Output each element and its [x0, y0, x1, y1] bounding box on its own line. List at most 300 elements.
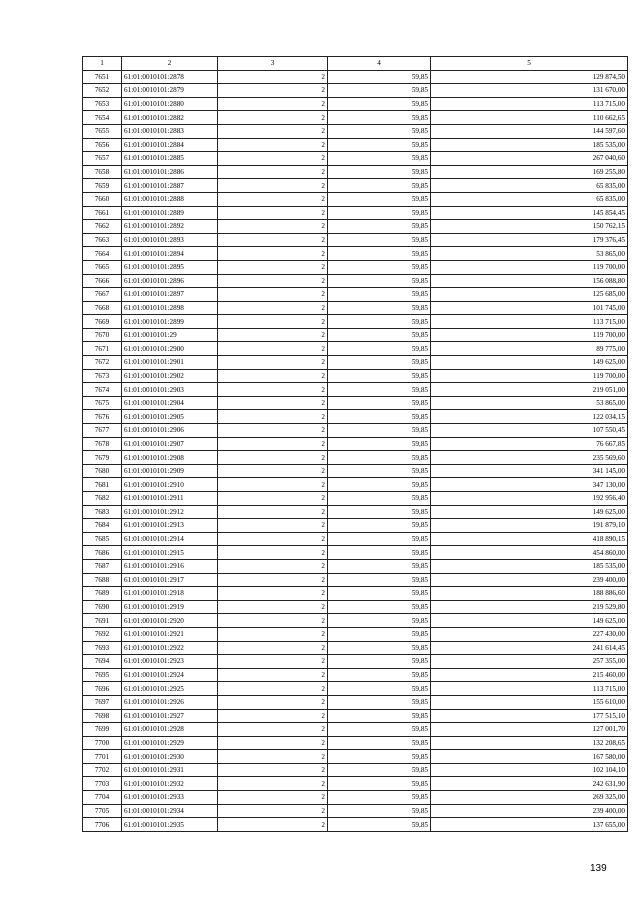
count-cell: 2: [218, 478, 328, 492]
row-number-cell: 7700: [83, 736, 122, 750]
count-cell: 2: [218, 519, 328, 533]
rate-cell: 59,85: [328, 165, 431, 179]
row-number-cell: 7692: [83, 627, 122, 641]
cadastral-number-cell: 61:01:0010101:2917: [122, 573, 218, 587]
cadastral-number-cell: 61:01:0010101:2883: [122, 124, 218, 138]
rate-cell: 59,85: [328, 356, 431, 370]
rate-cell: 59,85: [328, 396, 431, 410]
rate-cell: 59,85: [328, 274, 431, 288]
value-cell: 119 700,00: [431, 260, 628, 274]
row-number-cell: 7664: [83, 247, 122, 261]
count-cell: 2: [218, 328, 328, 342]
header-cell-1: 1: [83, 57, 122, 71]
value-cell: 185 535,00: [431, 559, 628, 573]
table-row: [83, 424, 628, 438]
rate-cell: 59,85: [328, 301, 431, 315]
row-number-cell: 7698: [83, 709, 122, 723]
count-cell: 2: [218, 600, 328, 614]
row-number-cell: 7704: [83, 791, 122, 805]
value-cell: 76 667,85: [431, 437, 628, 451]
cadastral-number-cell: 61:01:0010101:2915: [122, 546, 218, 560]
row-number-cell: 7689: [83, 587, 122, 601]
value-cell: 347 130,00: [431, 478, 628, 492]
count-cell: 2: [218, 559, 328, 573]
cadastral-number-cell: 61:01:0010101:2886: [122, 165, 218, 179]
rate-cell: 59,85: [328, 328, 431, 342]
count-cell: 2: [218, 396, 328, 410]
cadastral-number-cell: 61:01:0010101:2912: [122, 505, 218, 519]
cadastral-number-cell: 61:01:0010101:2918: [122, 587, 218, 601]
rate-cell: 59,85: [328, 478, 431, 492]
cadastral-number-cell: 61:01:0010101:2910: [122, 478, 218, 492]
table-row: [83, 573, 628, 587]
value-cell: 215 460,00: [431, 668, 628, 682]
value-cell: 219 529,80: [431, 600, 628, 614]
rate-cell: 59,85: [328, 736, 431, 750]
cadastral-number-cell: 61:01:0010101:2924: [122, 668, 218, 682]
cadastral-number-cell: 61:01:0010101:2889: [122, 206, 218, 220]
value-cell: 219 051,00: [431, 383, 628, 397]
table-row: [83, 138, 628, 152]
rate-cell: 59,85: [328, 750, 431, 764]
header-cell-3: 3: [218, 57, 328, 71]
value-cell: 341 145,00: [431, 464, 628, 478]
row-number-cell: 7682: [83, 492, 122, 506]
count-cell: 2: [218, 587, 328, 601]
cadastral-number-cell: 61:01:0010101:2914: [122, 532, 218, 546]
value-cell: 239 400,00: [431, 804, 628, 818]
table-row: [83, 723, 628, 737]
row-number-cell: 7665: [83, 260, 122, 274]
table-row: [83, 668, 628, 682]
count-cell: 2: [218, 655, 328, 669]
cadastral-number-cell: 61:01:0010101:2901: [122, 356, 218, 370]
table-row: [83, 682, 628, 696]
table-row: [83, 70, 628, 84]
cadastral-number-cell: 61:01:0010101:2887: [122, 179, 218, 193]
rate-cell: 59,85: [328, 111, 431, 125]
cadastral-number-cell: 61:01:0010101:2929: [122, 736, 218, 750]
cadastral-number-cell: 61:01:0010101:2933: [122, 791, 218, 805]
value-cell: 167 580,00: [431, 750, 628, 764]
cadastral-number-cell: 61:01:0010101:2905: [122, 410, 218, 424]
row-number-cell: 7675: [83, 396, 122, 410]
cadastral-number-cell: 61:01:0010101:2921: [122, 627, 218, 641]
row-number-cell: 7663: [83, 233, 122, 247]
table-row: [83, 437, 628, 451]
value-cell: 53 865,00: [431, 247, 628, 261]
value-cell: 107 550,45: [431, 424, 628, 438]
rate-cell: 59,85: [328, 233, 431, 247]
count-cell: 2: [218, 451, 328, 465]
table-row: [83, 709, 628, 723]
row-number-cell: 7672: [83, 356, 122, 370]
row-number-cell: 7687: [83, 559, 122, 573]
value-cell: 149 625,00: [431, 356, 628, 370]
value-cell: 235 569,60: [431, 451, 628, 465]
rate-cell: 59,85: [328, 124, 431, 138]
count-cell: 2: [218, 274, 328, 288]
table-row: [83, 179, 628, 193]
value-cell: 156 088,80: [431, 274, 628, 288]
value-cell: 241 614,45: [431, 641, 628, 655]
row-number-cell: 7696: [83, 682, 122, 696]
row-number-cell: 7676: [83, 410, 122, 424]
cadastral-number-cell: 61:01:0010101:2893: [122, 233, 218, 247]
row-number-cell: 7694: [83, 655, 122, 669]
count-cell: 2: [218, 424, 328, 438]
table-row: [83, 791, 628, 805]
cadastral-number-cell: 61:01:0010101:2925: [122, 682, 218, 696]
count-cell: 2: [218, 233, 328, 247]
rate-cell: 59,85: [328, 682, 431, 696]
cadastral-number-cell: 61:01:0010101:2879: [122, 84, 218, 98]
value-cell: 188 886,60: [431, 587, 628, 601]
count-cell: 2: [218, 804, 328, 818]
rate-cell: 59,85: [328, 369, 431, 383]
cadastral-number-cell: 61:01:0010101:2916: [122, 559, 218, 573]
count-cell: 2: [218, 124, 328, 138]
cadastral-number-cell: 61:01:0010101:2920: [122, 614, 218, 628]
cadastral-number-cell: 61:01:0010101:2888: [122, 192, 218, 206]
cadastral-number-cell: 61:01:0010101:2896: [122, 274, 218, 288]
table-row: [83, 777, 628, 791]
row-number-cell: 7703: [83, 777, 122, 791]
rate-cell: 59,85: [328, 614, 431, 628]
value-cell: 242 631,90: [431, 777, 628, 791]
cadastral-number-cell: 61:01:0010101:2878: [122, 70, 218, 84]
value-cell: 125 685,00: [431, 288, 628, 302]
count-cell: 2: [218, 777, 328, 791]
row-number-cell: 7651: [83, 70, 122, 84]
table-row: [83, 655, 628, 669]
value-cell: 122 034,15: [431, 410, 628, 424]
row-number-cell: 7657: [83, 152, 122, 166]
rate-cell: 59,85: [328, 627, 431, 641]
value-cell: 150 762,15: [431, 220, 628, 234]
table-row: [83, 206, 628, 220]
count-cell: 2: [218, 247, 328, 261]
value-cell: 192 956,40: [431, 492, 628, 506]
count-cell: 2: [218, 641, 328, 655]
rate-cell: 59,85: [328, 505, 431, 519]
row-number-cell: 7658: [83, 165, 122, 179]
cadastral-number-cell: 61:01:0010101:2913: [122, 519, 218, 533]
rate-cell: 59,85: [328, 437, 431, 451]
table-row: [83, 328, 628, 342]
count-cell: 2: [218, 682, 328, 696]
row-number-cell: 7660: [83, 192, 122, 206]
table-row: [83, 614, 628, 628]
count-cell: 2: [218, 192, 328, 206]
cadastral-number-cell: 61:01:0010101:2934: [122, 804, 218, 818]
value-cell: 113 715,00: [431, 682, 628, 696]
value-cell: 102 104,10: [431, 763, 628, 777]
count-cell: 2: [218, 383, 328, 397]
row-number-cell: 7706: [83, 818, 122, 832]
cadastral-number-cell: 61:01:0010101:2904: [122, 396, 218, 410]
rate-cell: 59,85: [328, 519, 431, 533]
count-cell: 2: [218, 315, 328, 329]
rate-cell: 59,85: [328, 723, 431, 737]
count-cell: 2: [218, 736, 328, 750]
value-cell: 129 874,50: [431, 70, 628, 84]
table-row: [83, 396, 628, 410]
table-row: [83, 750, 628, 764]
count-cell: 2: [218, 84, 328, 98]
count-cell: 2: [218, 709, 328, 723]
cadastral-number-cell: 61:01:0010101:2880: [122, 97, 218, 111]
rate-cell: 59,85: [328, 777, 431, 791]
row-number-cell: 7656: [83, 138, 122, 152]
value-cell: 155 610,00: [431, 695, 628, 709]
row-number-cell: 7662: [83, 220, 122, 234]
rate-cell: 59,85: [328, 179, 431, 193]
value-cell: 119 700,00: [431, 328, 628, 342]
value-cell: 89 775,00: [431, 342, 628, 356]
rate-cell: 59,85: [328, 192, 431, 206]
value-cell: 227 430,00: [431, 627, 628, 641]
rate-cell: 59,85: [328, 587, 431, 601]
cadastral-number-cell: 61:01:0010101:2926: [122, 695, 218, 709]
count-cell: 2: [218, 763, 328, 777]
rate-cell: 59,85: [328, 546, 431, 560]
value-cell: 113 715,00: [431, 315, 628, 329]
rate-cell: 59,85: [328, 791, 431, 805]
rate-cell: 59,85: [328, 573, 431, 587]
rate-cell: 59,85: [328, 247, 431, 261]
row-number-cell: 7693: [83, 641, 122, 655]
table-row: [83, 532, 628, 546]
table-row: [83, 124, 628, 138]
value-cell: 257 355,00: [431, 655, 628, 669]
value-cell: 177 515,10: [431, 709, 628, 723]
rate-cell: 59,85: [328, 559, 431, 573]
table-row: [83, 763, 628, 777]
count-cell: 2: [218, 614, 328, 628]
rate-cell: 59,85: [328, 763, 431, 777]
table-row: [83, 410, 628, 424]
count-cell: 2: [218, 464, 328, 478]
value-cell: 53 865,00: [431, 396, 628, 410]
rate-cell: 59,85: [328, 804, 431, 818]
value-cell: 119 700,00: [431, 369, 628, 383]
row-number-cell: 7695: [83, 668, 122, 682]
row-number-cell: 7674: [83, 383, 122, 397]
count-cell: 2: [218, 179, 328, 193]
value-cell: 65 835,00: [431, 192, 628, 206]
data-table: [82, 56, 628, 832]
value-cell: 145 854,45: [431, 206, 628, 220]
table-row: [83, 736, 628, 750]
value-cell: 149 625,00: [431, 614, 628, 628]
rate-cell: 59,85: [328, 138, 431, 152]
cadastral-number-cell: 61:01:0010101:2892: [122, 220, 218, 234]
count-cell: 2: [218, 288, 328, 302]
count-cell: 2: [218, 818, 328, 832]
table-body: [83, 70, 628, 831]
count-cell: 2: [218, 301, 328, 315]
count-cell: 2: [218, 546, 328, 560]
count-cell: 2: [218, 342, 328, 356]
table-row: [83, 84, 628, 98]
rate-cell: 59,85: [328, 206, 431, 220]
cadastral-number-cell: 61:01:0010101:2927: [122, 709, 218, 723]
row-number-cell: 7697: [83, 695, 122, 709]
row-number-cell: 7655: [83, 124, 122, 138]
row-number-cell: 7690: [83, 600, 122, 614]
row-number-cell: 7654: [83, 111, 122, 125]
rate-cell: 59,85: [328, 668, 431, 682]
count-cell: 2: [218, 573, 328, 587]
value-cell: 149 625,00: [431, 505, 628, 519]
rate-cell: 59,85: [328, 451, 431, 465]
rate-cell: 59,85: [328, 492, 431, 506]
cadastral-number-cell: 61:01:0010101:2908: [122, 451, 218, 465]
value-cell: 267 040,60: [431, 152, 628, 166]
cadastral-number-cell: 61:01:0010101:2923: [122, 655, 218, 669]
row-number-cell: 7688: [83, 573, 122, 587]
row-number-cell: 7677: [83, 424, 122, 438]
rate-cell: 59,85: [328, 383, 431, 397]
value-cell: 131 670,00: [431, 84, 628, 98]
row-number-cell: 7702: [83, 763, 122, 777]
table-row: [83, 192, 628, 206]
table-row: [83, 587, 628, 601]
table-row: [83, 627, 628, 641]
row-number-cell: 7691: [83, 614, 122, 628]
count-cell: 2: [218, 260, 328, 274]
value-cell: 269 325,00: [431, 791, 628, 805]
table-row: [83, 600, 628, 614]
header-cell-4: 4: [328, 57, 431, 71]
rate-cell: 59,85: [328, 410, 431, 424]
rate-cell: 59,85: [328, 532, 431, 546]
row-number-cell: 7659: [83, 179, 122, 193]
cadastral-number-cell: 61:01:0010101:2919: [122, 600, 218, 614]
cadastral-number-cell: 61:01:0010101:2909: [122, 464, 218, 478]
table-row: [83, 804, 628, 818]
rate-cell: 59,85: [328, 84, 431, 98]
table-row: [83, 505, 628, 519]
count-cell: 2: [218, 152, 328, 166]
table-row: [83, 220, 628, 234]
value-cell: 169 255,80: [431, 165, 628, 179]
row-number-cell: 7701: [83, 750, 122, 764]
count-cell: 2: [218, 165, 328, 179]
table-row: [83, 369, 628, 383]
cadastral-number-cell: 61:01:0010101:2899: [122, 315, 218, 329]
count-cell: 2: [218, 750, 328, 764]
row-number-cell: 7661: [83, 206, 122, 220]
count-cell: 2: [218, 111, 328, 125]
page-number: 139: [590, 863, 607, 874]
rate-cell: 59,85: [328, 641, 431, 655]
table-row: [83, 356, 628, 370]
value-cell: 127 001,70: [431, 723, 628, 737]
count-cell: 2: [218, 410, 328, 424]
table-row: [83, 492, 628, 506]
rate-cell: 59,85: [328, 315, 431, 329]
rate-cell: 59,85: [328, 695, 431, 709]
cadastral-number-cell: 61:01:0010101:2911: [122, 492, 218, 506]
cadastral-number-cell: 61:01:0010101:2894: [122, 247, 218, 261]
table-row: [83, 342, 628, 356]
count-cell: 2: [218, 532, 328, 546]
cadastral-number-cell: 61:01:0010101:2907: [122, 437, 218, 451]
table-row: [83, 559, 628, 573]
row-number-cell: 7680: [83, 464, 122, 478]
value-cell: 113 715,00: [431, 97, 628, 111]
cadastral-number-cell: 61:01:0010101:2902: [122, 369, 218, 383]
table-row: [83, 165, 628, 179]
cadastral-number-cell: 61:01:0010101:2895: [122, 260, 218, 274]
cadastral-number-cell: 61:01:0010101:2900: [122, 342, 218, 356]
count-cell: 2: [218, 369, 328, 383]
rate-cell: 59,85: [328, 220, 431, 234]
value-cell: 418 890,15: [431, 532, 628, 546]
cadastral-number-cell: 61:01:0010101:29: [122, 328, 218, 342]
row-number-cell: 7673: [83, 369, 122, 383]
table-row: [83, 519, 628, 533]
row-number-cell: 7679: [83, 451, 122, 465]
row-number-cell: 7685: [83, 532, 122, 546]
count-cell: 2: [218, 492, 328, 506]
rate-cell: 59,85: [328, 600, 431, 614]
count-cell: 2: [218, 437, 328, 451]
table-row: [83, 383, 628, 397]
row-number-cell: 7668: [83, 301, 122, 315]
header-cell-5: 5: [431, 57, 628, 71]
cadastral-number-cell: 61:01:0010101:2935: [122, 818, 218, 832]
row-number-cell: 7667: [83, 288, 122, 302]
rate-cell: 59,85: [328, 464, 431, 478]
value-cell: 132 208,65: [431, 736, 628, 750]
table-row: [83, 464, 628, 478]
count-cell: 2: [218, 668, 328, 682]
row-number-cell: 7678: [83, 437, 122, 451]
row-number-cell: 7683: [83, 505, 122, 519]
row-number-cell: 7666: [83, 274, 122, 288]
count-cell: 2: [218, 97, 328, 111]
cadastral-number-cell: 61:01:0010101:2928: [122, 723, 218, 737]
value-cell: 454 860,00: [431, 546, 628, 560]
table-row: [83, 97, 628, 111]
cadastral-number-cell: 61:01:0010101:2885: [122, 152, 218, 166]
table-row: [83, 288, 628, 302]
cadastral-number-cell: 61:01:0010101:2884: [122, 138, 218, 152]
rate-cell: 59,85: [328, 97, 431, 111]
row-number-cell: 7684: [83, 519, 122, 533]
header-cell-2: 2: [122, 57, 218, 71]
table-row: [83, 451, 628, 465]
cadastral-number-cell: 61:01:0010101:2903: [122, 383, 218, 397]
row-number-cell: 7699: [83, 723, 122, 737]
rate-cell: 59,85: [328, 70, 431, 84]
cadastral-number-cell: 61:01:0010101:2898: [122, 301, 218, 315]
count-cell: 2: [218, 356, 328, 370]
rate-cell: 59,85: [328, 342, 431, 356]
table-row: [83, 111, 628, 125]
table-row: [83, 478, 628, 492]
rate-cell: 59,85: [328, 288, 431, 302]
count-cell: 2: [218, 791, 328, 805]
row-number-cell: 7652: [83, 84, 122, 98]
table-row: [83, 546, 628, 560]
count-cell: 2: [218, 695, 328, 709]
value-cell: 179 376,45: [431, 233, 628, 247]
row-number-cell: 7669: [83, 315, 122, 329]
